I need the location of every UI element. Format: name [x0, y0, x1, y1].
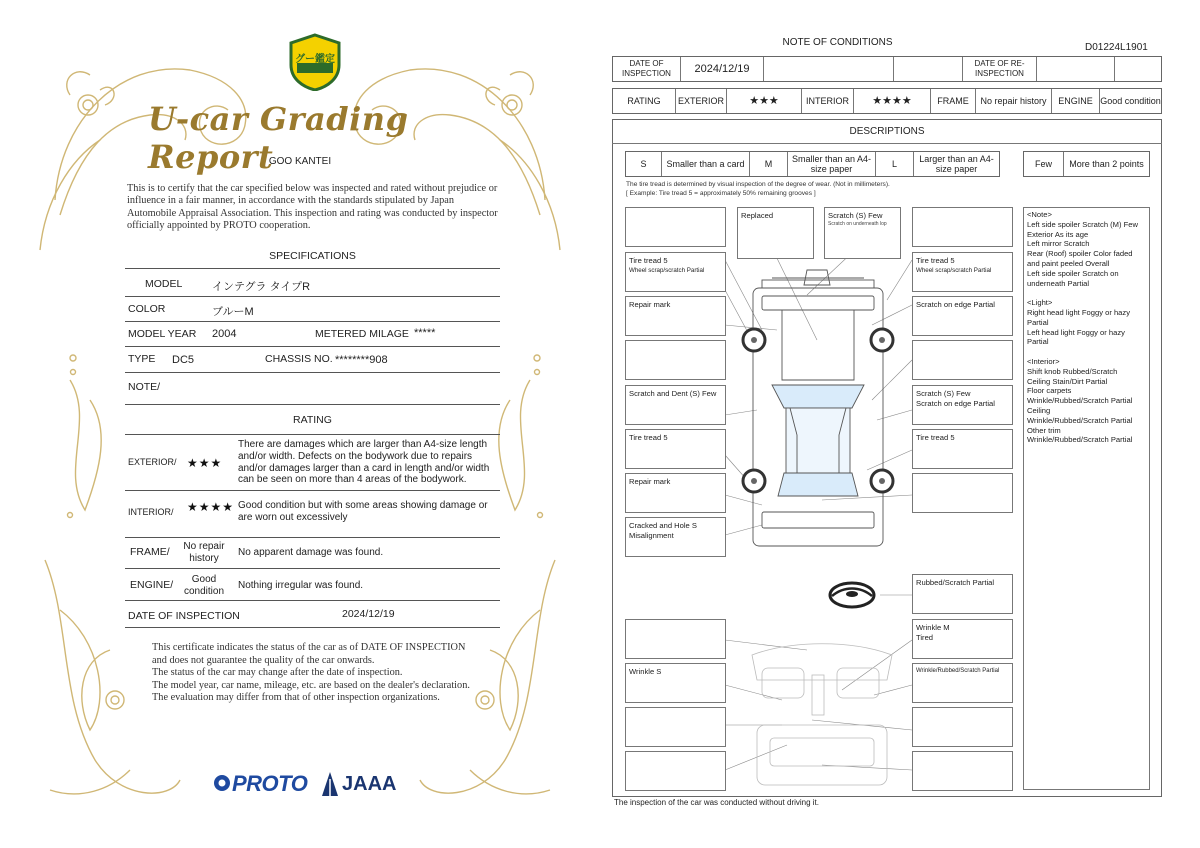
condition-box — [625, 619, 726, 659]
note-line: Left side spoiler Scratch (M) Few — [1027, 219, 1138, 229]
model-label: MODEL — [145, 278, 183, 290]
color-value: ブルーM — [212, 306, 254, 318]
condition-box — [625, 340, 726, 380]
divider — [125, 537, 500, 538]
condition-box — [625, 751, 726, 791]
tire-note-line: [ Example: Tire tread 5 = approximately 50% remaining grooves ] — [626, 190, 816, 197]
box-text: Replaced — [741, 211, 774, 220]
size-legend — [625, 151, 1000, 177]
certify-text: This is to certify that the car specified below was inspected and rated without prejudice or influence in a fair manner, in accordance with the standards stipulated by Japan Automobile Appraisal Association. This inspection and rating was conducted by inspector officially appointed by PROTO cooperation. — [127, 183, 498, 232]
note-line: Shift knob Rubbed/Scratch — [1027, 366, 1118, 376]
note-line: Wrinkle/Rubbed/Scratch Partial — [1027, 396, 1133, 406]
empty-cell — [764, 57, 894, 81]
condition-box — [824, 207, 901, 259]
date-inspection-label: DATE OF INSPECTION — [613, 57, 681, 81]
note-label: NOTE/ — [128, 381, 161, 393]
box-text: Scratch on underneath lop — [828, 220, 887, 227]
note-line: <Interior> — [1027, 356, 1060, 366]
engine-label: ENGINE — [1052, 89, 1100, 113]
divider — [125, 627, 500, 628]
box-text: Scratch (S) Few — [828, 211, 883, 220]
chassis-label: CHASSIS NO. — [265, 353, 333, 365]
type-label: TYPE — [128, 353, 156, 365]
condition-box — [625, 517, 726, 557]
condition-box — [625, 473, 726, 513]
note-line: Ceiling Stain/Dirt Partial — [1027, 376, 1108, 386]
footer-line: This certificate indicates the status of the car as of DATE OF INSPECTION and does not guarantee the quality of the car onwards. — [152, 642, 466, 666]
condition-box — [625, 707, 726, 747]
divider — [125, 404, 500, 405]
tire-note — [626, 180, 890, 198]
document-id: D01224L1901 — [1085, 42, 1148, 53]
box-text: Tired — [916, 632, 934, 642]
interior-label: INTERIOR/ — [128, 507, 174, 517]
legend-s-text: Smaller than a card — [662, 152, 750, 176]
engine-value: Good condition — [183, 574, 225, 597]
condition-box — [912, 473, 1013, 513]
divider — [125, 568, 500, 569]
footer-line: The model year, car name, mileage, etc. are based on the dealer's declaration. — [152, 679, 470, 691]
proto-logo: PROTO — [232, 771, 308, 796]
box-text: Scratch on edge Partial — [916, 398, 995, 408]
note-line: Right head light Foggy or hazy Partial — [1027, 307, 1130, 327]
divider — [125, 434, 500, 435]
interior-label: INTERIOR — [802, 89, 854, 113]
condition-box — [912, 663, 1013, 703]
jaaa-logo: JAAA — [342, 773, 397, 795]
specs-heading: SPECIFICATIONS — [269, 250, 356, 262]
tire-note-line: The tire tread is determined by visual inspection of the degree of wear. (Not in millimeters). — [626, 181, 890, 188]
box-text: Tire tread 5 — [629, 433, 668, 442]
note-line — [1027, 347, 1146, 357]
legend-l: L — [876, 152, 914, 176]
date-reinspection-label: DATE OF RE-INSPECTION — [963, 57, 1037, 81]
legend-s: S — [626, 152, 662, 176]
box-text: Wrinkle/Rubbed/Scratch Partial — [916, 668, 1000, 674]
type-value: DC5 — [172, 354, 195, 366]
box-text: Tire tread 5 — [916, 433, 955, 442]
condition-box-steering — [912, 574, 1013, 614]
empty-cell — [1115, 57, 1161, 81]
condition-box-tire-front-left — [625, 252, 726, 292]
empty-cell — [894, 57, 963, 81]
few-legend — [1023, 151, 1150, 177]
frame-value: No repair history — [976, 89, 1052, 113]
exterior-stars: ★★★ — [727, 89, 802, 113]
rating-label: RATING — [613, 89, 676, 113]
chassis-value: ********908 — [335, 354, 388, 366]
date-value: 2024/12/19 — [342, 608, 395, 620]
box-text: Wheel scrap/scratch Partial — [629, 266, 705, 274]
descriptions-heading: DESCRIPTIONS — [849, 126, 925, 137]
badge-text: グー鑑定 — [295, 54, 335, 65]
interior-stars: ★★★★ — [854, 89, 931, 113]
box-text: Repair mark — [629, 477, 671, 486]
interior-description: Good condition but with some areas showing damage or are worn out excessively — [238, 500, 488, 523]
divider — [125, 600, 500, 601]
divider — [125, 321, 500, 322]
org-name: GOO KANTEI — [268, 156, 332, 167]
condition-box — [912, 340, 1013, 380]
footer-line: The evaluation may differ from that of other inspection organizations. — [152, 692, 440, 703]
box-text: Wrinkle S — [629, 667, 662, 676]
note-line: Exterior As its age — [1027, 229, 1089, 239]
mileage-label: METERED MILAGE — [315, 328, 409, 340]
box-text: Misalignment — [629, 530, 674, 540]
box-text: Scratch and Dent (S) Few — [629, 389, 717, 398]
note-line: Left head light Foggy or hazy Partial — [1027, 327, 1125, 347]
legend-l-text: Larger than an A4-size paper — [919, 154, 994, 174]
date-reinspection-value — [1037, 57, 1115, 81]
divider — [612, 143, 1162, 144]
frame-value: No repair history — [183, 541, 225, 564]
legend-few: Few — [1024, 152, 1064, 176]
note-line — [1027, 288, 1146, 298]
exterior-label: EXTERIOR — [676, 89, 727, 113]
inspection-footer-note: The inspection of the car was conducted without driving it. — [614, 798, 819, 807]
condition-box — [912, 707, 1013, 747]
divider — [125, 296, 500, 297]
interior-stars: ★★★★ — [187, 500, 235, 514]
divider — [125, 372, 500, 373]
engine-value: Good condition — [1100, 96, 1161, 106]
footer-line: The status of the car may change after the date of inspection. — [152, 667, 403, 678]
legend-m: M — [750, 152, 788, 176]
model-year-value: 2004 — [212, 328, 237, 340]
frame-label: FRAME — [931, 89, 976, 113]
note-line: Other trim — [1027, 425, 1061, 435]
condition-box — [625, 385, 726, 425]
rating-heading: RATING — [293, 414, 332, 426]
box-text: Repair mark — [629, 300, 671, 309]
condition-box — [912, 385, 1013, 425]
date-inspection-value: 2024/12/19 — [681, 57, 764, 81]
rating-row — [612, 88, 1162, 114]
condition-box — [912, 619, 1013, 659]
jaaa-logo-icon — [320, 771, 340, 797]
box-text: Wheel scrap/scratch Partial — [916, 266, 992, 274]
condition-box-tire-front-right — [912, 252, 1013, 292]
note-line: <Note> — [1027, 210, 1052, 219]
note-line: Ceiling — [1027, 405, 1051, 415]
exterior-stars: ★★★ — [187, 456, 223, 470]
date-row — [612, 56, 1162, 82]
box-text: Rubbed/Scratch Partial — [916, 578, 995, 587]
model-year-label: MODEL YEAR — [128, 328, 197, 340]
divider — [125, 490, 500, 491]
note-line: Wrinkle/Rubbed/Scratch Partial — [1027, 435, 1133, 445]
note-line: Rear (Roof) spoiler Color faded and paint peeled Overall — [1027, 249, 1133, 268]
exterior-label: EXTERIOR/ — [128, 457, 177, 467]
proto-logo-icon — [212, 773, 230, 795]
exterior-description: There are damages which are larger than A4-size length and/or width. Defects on the bodywork due to repairs and/or damages larger than a card in length and/or width can be seen on more than 4 areas of the bodywork. — [238, 439, 490, 486]
engine-label: ENGINE/ — [130, 579, 174, 591]
condition-box — [912, 207, 1013, 247]
legend-m-text: Smaller than an A4-size paper — [788, 152, 876, 176]
note-line: Wrinkle/Rubbed/Scratch Partial — [1027, 415, 1133, 425]
box-text: Tire tread 5 — [916, 256, 955, 265]
frame-label: FRAME/ — [130, 546, 170, 558]
box-text: Cracked and Hole S — [629, 521, 697, 530]
divider — [125, 346, 500, 347]
box-text: Scratch on edge Partial — [916, 300, 995, 309]
color-label: COLOR — [128, 303, 166, 315]
note-line: Floor carpets — [1027, 386, 1072, 396]
engine-description: Nothing irregular was found. — [238, 580, 364, 591]
certificate-footer — [152, 642, 482, 705]
notes-panel — [1023, 207, 1150, 790]
report-title: U-car Grading Report — [148, 100, 409, 176]
conditions-title: NOTE OF CONDITIONS — [782, 37, 893, 48]
date-label: DATE OF INSPECTION — [128, 610, 240, 622]
legend-few-text: More than 2 points — [1069, 159, 1144, 169]
note-line: Left mirror Scratch — [1027, 239, 1090, 249]
frame-description: No apparent damage was found. — [238, 547, 384, 558]
note-line: <Light> — [1027, 298, 1053, 308]
condition-box — [912, 751, 1013, 791]
box-text: Scratch (S) Few — [916, 389, 971, 398]
condition-box-tire-rear-right — [912, 429, 1013, 469]
condition-box-tire-rear-left — [625, 429, 726, 469]
mileage-value: ***** — [414, 327, 436, 339]
condition-box — [737, 207, 814, 259]
condition-box — [625, 296, 726, 336]
divider — [125, 268, 500, 269]
note-line: Left side spoiler Scratch on underneath Partial — [1027, 268, 1119, 288]
condition-box — [625, 207, 726, 247]
condition-box — [912, 296, 1013, 336]
box-text: Wrinkle M — [916, 623, 950, 632]
box-text: Tire tread 5 — [629, 256, 668, 265]
condition-box — [625, 663, 726, 703]
steering-wheel-icon — [830, 583, 874, 607]
model-value: インテグラ タイプR — [212, 281, 311, 293]
